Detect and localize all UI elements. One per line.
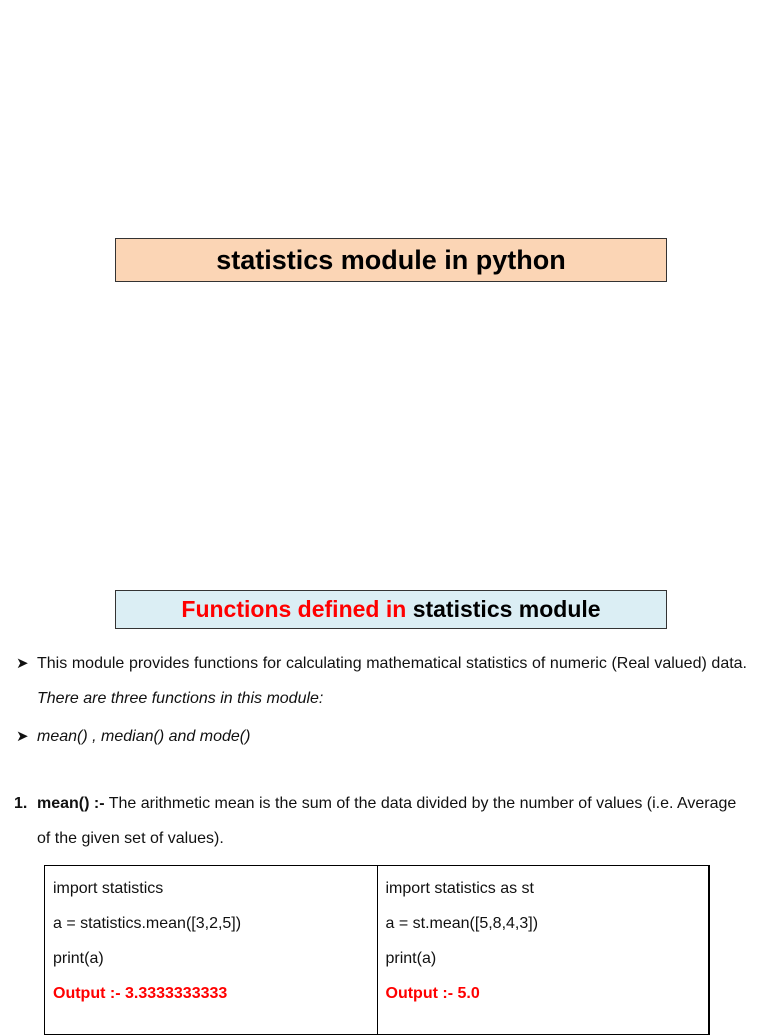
section-heading-box (115, 590, 667, 629)
code-line: print(a) (385, 950, 437, 967)
page-title: statistics module in python (216, 244, 566, 275)
code-example-table (44, 865, 710, 1035)
bullet-text-plain: This module provides functions for calculating mathematical statistics of numeric (Real valued) data. (37, 655, 747, 672)
code-line: import statistics (53, 880, 164, 897)
item-function-name: mean() :- (37, 795, 105, 812)
code-output: Output :- 3.3333333333 (53, 985, 228, 1002)
code-line: import statistics as st (385, 880, 534, 897)
code-output: Output :- 5.0 (385, 985, 480, 1002)
bullet-item-functions (16, 719, 747, 754)
code-line: a = st.mean([5,8,4,3]) (385, 915, 539, 932)
code-line: print(a) (53, 950, 104, 967)
arrowhead-bullet-icon: ➤ (16, 655, 29, 672)
bullet-item-description (16, 646, 747, 716)
arrowhead-bullet-icon: ➤ (16, 728, 29, 745)
bullet-text-italic: There are three functions in this module: (37, 690, 324, 707)
item-number: 1. (14, 795, 28, 812)
bullet-text (37, 646, 747, 716)
page-title-box (115, 238, 667, 282)
item-description: The arithmetic mean is the sum of the data divided by the number of values (i.e. Average of the given set of values). (37, 795, 737, 847)
section-heading-red: Functions defined in (181, 596, 407, 622)
code-example-left (45, 866, 377, 1034)
bullet-functions-text: mean() , median() and mode() (37, 728, 251, 745)
section-heading-black: statistics module (412, 596, 601, 622)
code-example-right (377, 866, 709, 1034)
numbered-item-mean (14, 786, 754, 856)
item-body (37, 786, 754, 856)
code-line: a = statistics.mean([3,2,5]) (53, 915, 242, 932)
